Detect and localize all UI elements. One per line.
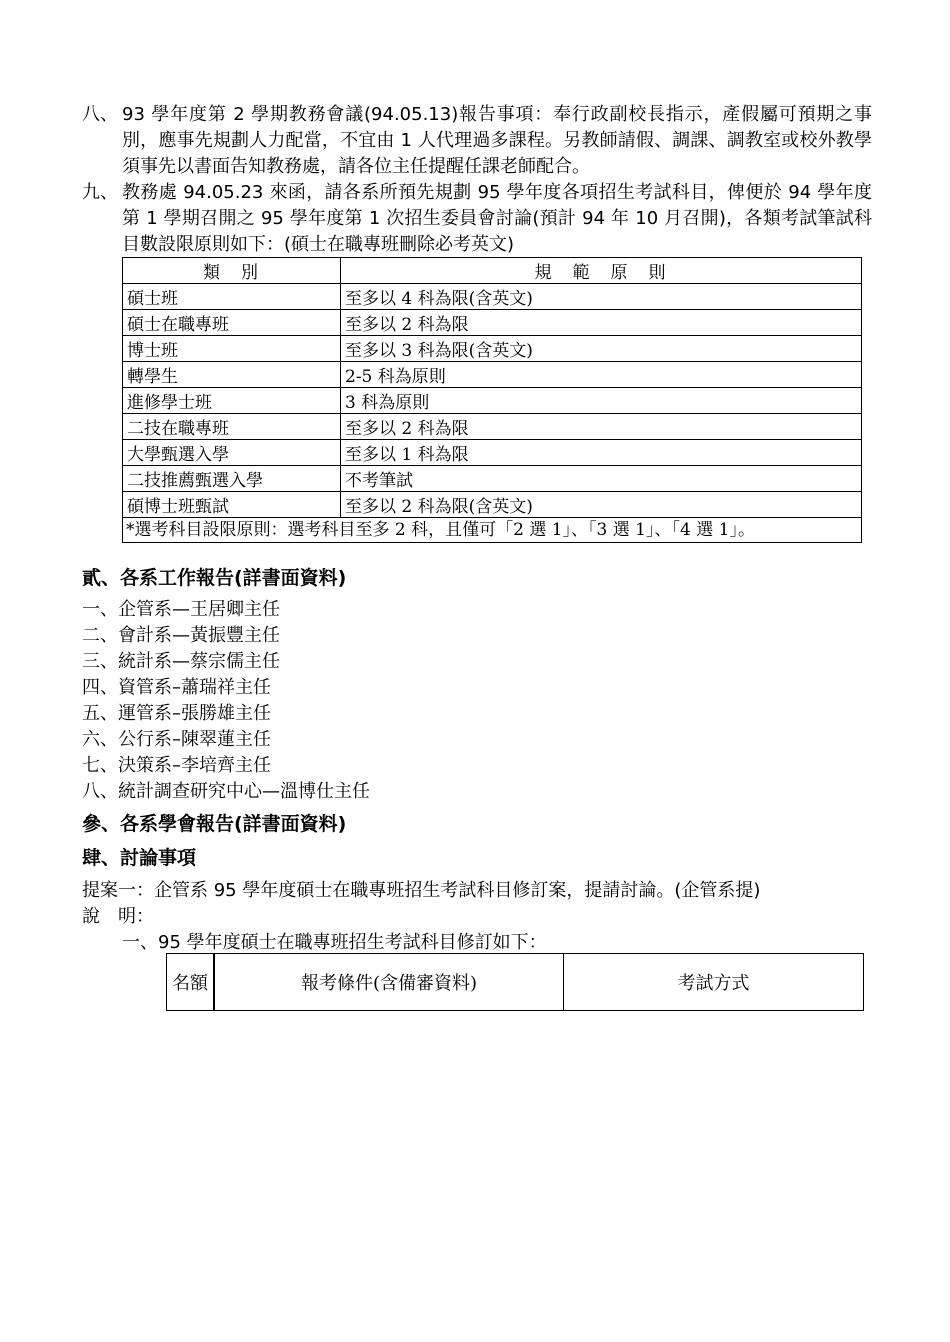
section-heading-department-reports: 貳、各系工作報告(詳書面資料) bbox=[82, 567, 347, 589]
table-row bbox=[123, 336, 862, 362]
column-header-exam-method: 考試方式 bbox=[564, 954, 864, 1011]
category-cell: 二技在職專班 bbox=[123, 414, 341, 440]
list-item: 七、決策系–李培齊主任 bbox=[82, 755, 271, 776]
rule-cell: 至多以 2 科為限 bbox=[341, 414, 862, 440]
column-header-rule: 規 範 原 則 bbox=[341, 258, 862, 284]
category-cell: 大學甄選入學 bbox=[123, 440, 341, 466]
table-row bbox=[123, 492, 862, 518]
item-number: 八、 bbox=[82, 104, 118, 125]
list-item: 四、資管系–蕭瑞祥主任 bbox=[82, 677, 271, 698]
table-header-row bbox=[123, 258, 862, 284]
category-cell: 碩士班 bbox=[123, 284, 341, 310]
column-header-quota: 名額 bbox=[167, 954, 215, 1011]
category-cell: 碩士在職專班 bbox=[123, 310, 341, 336]
list-item: 二、會計系—黃振豐主任 bbox=[82, 625, 280, 646]
table-note-row bbox=[123, 518, 862, 543]
report-item-9 bbox=[82, 180, 872, 258]
category-cell: 進修學士班 bbox=[123, 388, 341, 414]
explanation-label: 說 明： bbox=[82, 906, 154, 927]
list-item: 八、統計調查研究中心—溫博仕主任 bbox=[82, 781, 370, 802]
rule-cell: 至多以 2 科為限 bbox=[341, 310, 862, 336]
exam-subject-table bbox=[166, 953, 864, 1011]
item-text: 93 學年度第 2 學期教務會議(94.05.13)報告事項：奉行政副校長指示，產假屬可預期之事別，應事先規劃人力配當，不宜由 1 人代理過多課程。另教師請假、調課、調教室或校外教學須事先以書面告知教務處，請各位主任提醒任課老師配合。 bbox=[122, 104, 872, 177]
column-header-category: 類 別 bbox=[123, 258, 341, 284]
rule-cell: 至多以 2 科為限(含英文) bbox=[341, 492, 862, 518]
explanation-point: 一、95 學年度碩士在職專班招生考試科目修訂如下： bbox=[122, 932, 547, 953]
rule-cell: 至多以 4 科為限(含英文) bbox=[341, 284, 862, 310]
category-cell: 碩博士班甄試 bbox=[123, 492, 341, 518]
table-row bbox=[123, 362, 862, 388]
list-item: 六、公行系–陳翠蓮主任 bbox=[82, 729, 271, 750]
list-item: 一、企管系—王居卿主任 bbox=[82, 599, 280, 620]
rule-cell: 2-5 科為原則 bbox=[341, 362, 862, 388]
exam-rules-table bbox=[122, 257, 862, 543]
rule-cell: 不考筆試 bbox=[341, 466, 862, 492]
list-item: 五、運管系–張勝雄主任 bbox=[82, 703, 271, 724]
table-row bbox=[123, 284, 862, 310]
item-number: 九、 bbox=[82, 182, 118, 203]
category-cell: 博士班 bbox=[123, 336, 341, 362]
item-text: 教務處 94.05.23 來函，請各系所預先規劃 95 學年度各項招生考試科目，俾便於 94 學年度第 1 學期召開之 95 學年度第 1 次招生委員會討論(預計 94 年 10 月召開)，各類考試筆試科目數設限原則如下：(碩士在職專班刪除必考英文) bbox=[122, 182, 872, 255]
table-row bbox=[123, 414, 862, 440]
category-cell: 轉學生 bbox=[123, 362, 341, 388]
table-header-row bbox=[167, 954, 864, 1011]
report-item-8 bbox=[82, 102, 872, 180]
table-row bbox=[123, 310, 862, 336]
category-cell: 二技推薦甄選入學 bbox=[123, 466, 341, 492]
list-item: 三、統計系—蔡宗儒主任 bbox=[82, 651, 280, 672]
rule-cell: 至多以 1 科為限 bbox=[341, 440, 862, 466]
rule-cell: 3 科為原則 bbox=[341, 388, 862, 414]
table-row bbox=[123, 440, 862, 466]
table-note: *選考科目設限原則：選考科目至多 2 科，且僅可「2 選 1」、「3 選 1」、「4 選 1」。 bbox=[123, 518, 862, 543]
section-heading-discussion: 肆、討論事項 bbox=[82, 847, 197, 869]
table-row bbox=[123, 388, 862, 414]
rule-cell: 至多以 3 科為限(含英文) bbox=[341, 336, 862, 362]
table-row bbox=[123, 466, 862, 492]
section-heading-student-association-reports: 參、各系學會報告(詳書面資料) bbox=[82, 813, 347, 835]
column-header-eligibility: 報考條件(含備審資料) bbox=[214, 954, 564, 1011]
proposal-title: 提案一：企管系 95 學年度碩士在職專班招生考試科目修訂案，提請討論。(企管系提) bbox=[82, 880, 761, 901]
